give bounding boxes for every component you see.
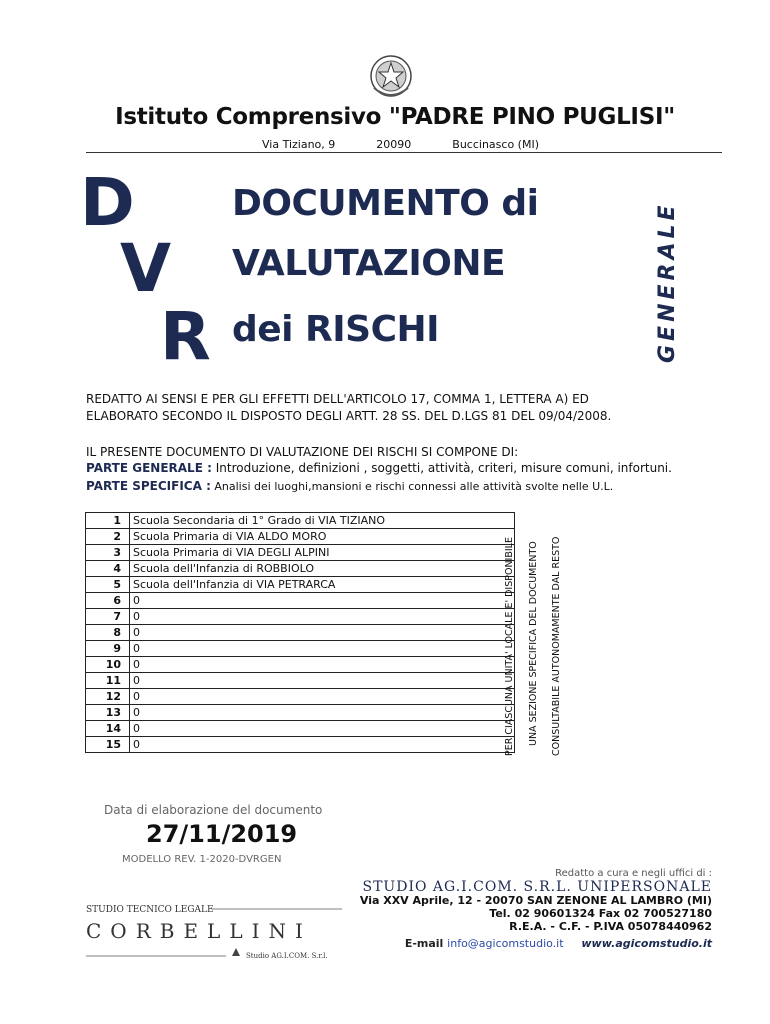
company-contact — [405, 937, 712, 950]
header-divider — [86, 152, 722, 153]
table-row — [86, 657, 515, 673]
unit-name: 0 — [130, 689, 515, 705]
unit-number: 13 — [86, 705, 130, 721]
unit-name: Scuola Secondaria di 1° Grado di VIA TIZIANO — [130, 513, 515, 529]
generale-text: GENERALE — [655, 201, 680, 363]
part-general-text: Introduzione, definizioni , soggetti, attività, criteri, misure comuni, infortuni. — [215, 461, 672, 475]
unit-number: 11 — [86, 673, 130, 689]
company-rea: R.E.A. - C.F. - P.IVA 05078440962 — [509, 920, 712, 933]
title-line-3: dei RISCHI — [232, 309, 440, 350]
side-note-line-3: CONSULTABILE AUTONOMAMENTE DAL RESTO — [551, 536, 562, 756]
table-row — [86, 561, 515, 577]
unit-name: 0 — [130, 705, 515, 721]
logo-top-text: STUDIO TECNICO LEGALE — [86, 905, 214, 915]
unit-name: 0 — [130, 657, 515, 673]
dvr-letter-v: V — [120, 230, 172, 307]
company-phone: Tel. 02 90601324 Fax 02 700527180 — [489, 907, 712, 920]
unit-name: 0 — [130, 625, 515, 641]
components-heading: IL PRESENTE DOCUMENTO DI VALUTAZIONE DEI RISCHI SI COMPONE DI: — [86, 445, 519, 459]
table-row — [86, 737, 515, 753]
school-address — [262, 138, 539, 151]
unit-number: 12 — [86, 689, 130, 705]
unit-name: 0 — [130, 641, 515, 657]
generale-side-label — [650, 185, 680, 365]
table-row — [86, 721, 515, 737]
unit-number: 7 — [86, 609, 130, 625]
unit-name: 0 — [130, 673, 515, 689]
unit-number: 15 — [86, 737, 130, 753]
side-note-line-2: UNA SEZIONE SPECIFICA DEL DOCUMENTO — [528, 541, 539, 746]
intro-line-1: REDATTO AI SENSI E PER GLI EFFETTI DELL'ARTICOLO 17, COMMA 1, LETTERA A) ED — [86, 392, 589, 406]
side-note-line-1: PER CIASCUNA UNITA' LOCALE E' DISPONIBILE — [504, 537, 515, 756]
unit-number: 9 — [86, 641, 130, 657]
school-name: Istituto Comprensivo "PADRE PINO PUGLISI" — [115, 104, 675, 130]
part-specific — [86, 479, 613, 493]
unit-name: Scuola Primaria di VIA DEGLI ALPINI — [130, 545, 515, 561]
italian-republic-emblem-icon — [366, 52, 416, 102]
date-caption: Data di elaborazione del documento — [104, 803, 323, 817]
title-line-2: VALUTAZIONE — [232, 243, 506, 284]
website-link[interactable]: www.agicomstudio.it — [581, 937, 712, 950]
unit-number: 3 — [86, 545, 130, 561]
email-label: E-mail — [404, 937, 444, 950]
unit-name: Scuola dell'Infanzia di ROBBIOLO — [130, 561, 515, 577]
table-row — [86, 593, 515, 609]
unit-number: 5 — [86, 577, 130, 593]
model-revision: MODELLO REV. 1-2020-DVRGEN — [122, 854, 282, 865]
unit-number: 6 — [86, 593, 130, 609]
company-name: STUDIO AG.I.COM. S.R.L. UNIPERSONALE — [362, 879, 712, 895]
unit-name: 0 — [130, 721, 515, 737]
unit-number: 10 — [86, 657, 130, 673]
corbellini-logo — [86, 898, 344, 964]
unit-name: 0 — [130, 593, 515, 609]
dvr-letter-d: D — [80, 164, 135, 241]
unit-number: 1 — [86, 513, 130, 529]
address-street: Via Tiziano, 9 — [262, 138, 336, 151]
table-row — [86, 625, 515, 641]
table-row — [86, 577, 515, 593]
part-general-label: PARTE GENERALE : — [86, 461, 212, 475]
part-specific-text: Analisi dei luoghi,mansioni e rischi connessi alle attività svolte nelle U.L. — [214, 480, 614, 493]
address-zip: 20090 — [376, 138, 412, 151]
unit-number: 4 — [86, 561, 130, 577]
table-row — [86, 689, 515, 705]
table-row — [86, 513, 515, 529]
unit-number: 2 — [86, 529, 130, 545]
table-row — [86, 641, 515, 657]
email-link[interactable]: info@agicomstudio.it — [447, 937, 564, 950]
logo-sub-text: Studio AG.I.COM. S.r.l. — [246, 952, 328, 960]
prepared-by-label: Redatto a cura e negli uffici di : — [555, 868, 712, 879]
unit-number: 14 — [86, 721, 130, 737]
table-row — [86, 545, 515, 561]
unit-name: Scuola Primaria di VIA ALDO MORO — [130, 529, 515, 545]
table-row — [86, 673, 515, 689]
dvr-letter-r: R — [160, 298, 211, 375]
company-address: Via XXV Aprile, 12 - 20070 SAN ZENONE AL LAMBRO (MI) — [359, 894, 712, 907]
unit-name: 0 — [130, 609, 515, 625]
part-general — [86, 461, 672, 475]
table-row — [86, 705, 515, 721]
local-units-table — [85, 512, 515, 753]
unit-name: 0 — [130, 737, 515, 753]
table-row — [86, 529, 515, 545]
part-specific-label: PARTE SPECIFICA : — [86, 479, 211, 493]
title-line-1: DOCUMENTO di — [232, 183, 539, 224]
logo-main-text: CORBELLINI — [86, 919, 312, 943]
unit-number: 8 — [86, 625, 130, 641]
document-date: 27/11/2019 — [146, 820, 298, 848]
address-city: Buccinasco (MI) — [452, 138, 539, 151]
intro-line-2: ELABORATO SECONDO IL DISPOSTO DEGLI ARTT. 28 SS. DEL D.LGS 81 DEL 09/04/2008. — [86, 409, 612, 423]
unit-name: Scuola dell'Infanzia di VIA PETRARCA — [130, 577, 515, 593]
table-row — [86, 609, 515, 625]
